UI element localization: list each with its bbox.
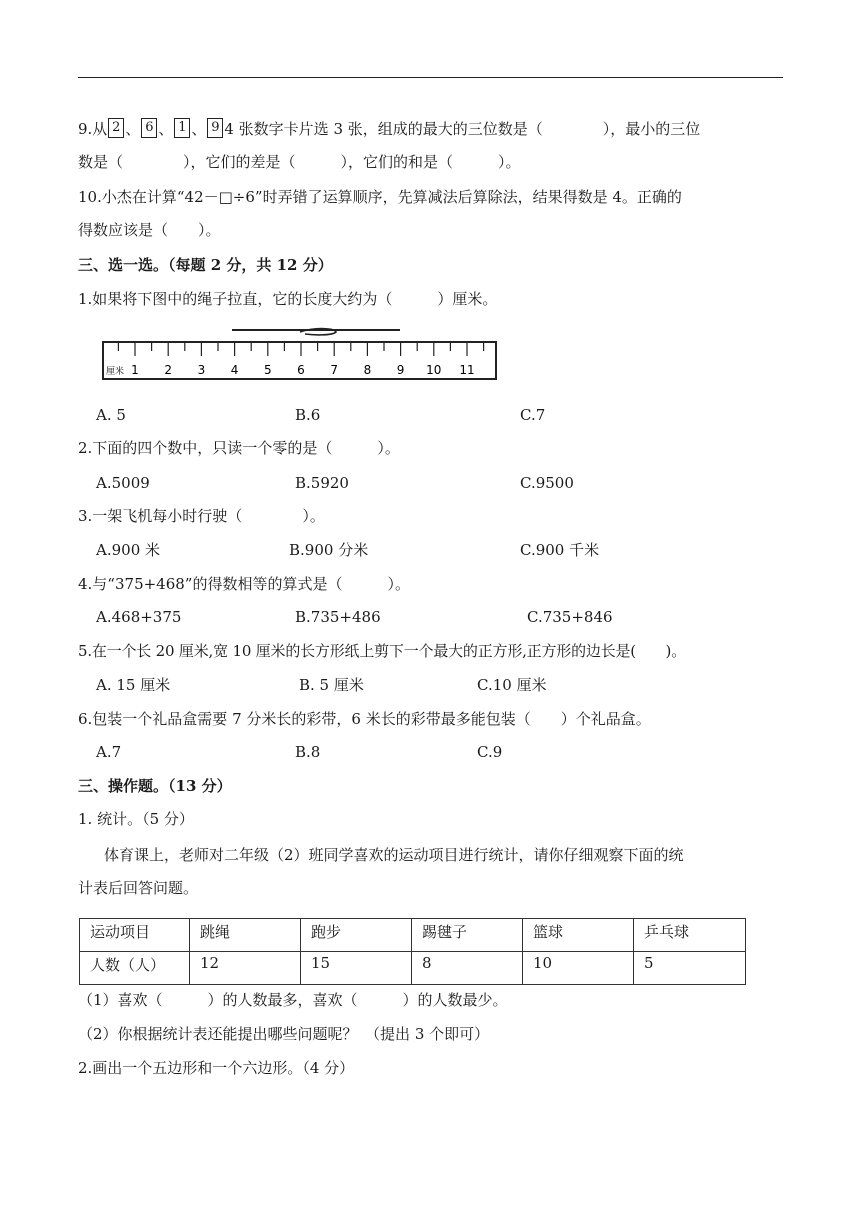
q9-line1: 9.从 2 、 6 、 1 、 9 4 张数字卡片选 3 张，组成的最大的三位数是（ ），最小的三位 [78,120,701,138]
table-cell: 10 [523,952,634,985]
q1-option-b[interactable]: B.6 [295,406,321,424]
table-cell: 篮球 [523,919,634,952]
table-cell: 8 [412,952,523,985]
ruler-number: 9 [396,363,405,377]
table-cell: 12 [190,952,301,985]
table-cell: 踢毽子 [412,919,523,952]
q3-option-b[interactable]: B.900 分米 [289,541,369,559]
operate-q2-title: 2.画出一个五边形和一个六边形。（4 分） [78,1059,355,1077]
table-cell: 跑步 [301,919,412,952]
q9-line2: 数是（ ），它们的差是（ ），它们的和是（ ）。 [78,153,521,171]
digit-card: 6 [141,118,157,138]
operate-q1-title: 1. 统计。（5 分） [78,810,194,828]
q4-option-a[interactable]: A.468+375 [96,608,182,626]
ruler-number: 2 [164,363,173,377]
q4-option-b[interactable]: B.735+486 [295,608,381,626]
q1-option-a[interactable]: A. 5 [96,406,126,424]
table-header-row [80,919,746,952]
q9-prefix: 9.从 [78,120,108,138]
table-row [80,952,746,985]
operate-heading: 三、操作题。（13 分） [78,777,232,795]
operate-q1-intro-line1: 体育课上，老师对二年级（2）班同学喜欢的运动项目进行统计，请你仔细观察下面的统 [104,846,684,864]
q2-option-a[interactable]: A.5009 [96,474,150,492]
ruler-number: 5 [263,363,272,377]
table-cell: 运动项目 [80,919,190,952]
ruler-number: 6 [297,363,305,377]
choice-q4-stem: 4.与“375+468”的得数相等的算式是（ ）。 [78,575,410,593]
ruler-number: 1 [131,363,139,377]
q3-option-c[interactable]: C.900 千米 [520,541,600,559]
ruler-number: 11 [459,363,475,377]
choice-heading: 三、选一选。（每题 2 分，共 12 分） [78,256,333,274]
digit-card: 2 [108,118,124,138]
q1-option-c[interactable]: C.7 [520,406,546,424]
choice-q2-stem: 2.下面的四个数中，只读一个零的是（ ）。 [78,439,400,457]
digit-card: 1 [174,118,190,138]
q2-option-b[interactable]: B.5920 [295,474,349,492]
ruler-with-rope-figure [100,322,500,382]
digit-card: 9 [207,118,223,138]
table-cell: 乒乓球 [634,919,746,952]
q4-option-c[interactable]: C.735+846 [527,608,613,626]
q6-option-b[interactable]: B.8 [295,743,321,761]
ruler-number: 10 [426,363,442,377]
choice-q3-stem: 3.一架飞机每小时行驶（ ）。 [78,507,325,525]
q6-option-c[interactable]: C.9 [477,743,503,761]
q2-option-c[interactable]: C.9500 [520,474,574,492]
table-cell: 人数（人） [80,952,190,985]
table-cell: 15 [301,952,412,985]
q9-line1-text: 4 张数字卡片选 3 张，组成的最大的三位数是（ ），最小的三位 [224,120,701,138]
q6-option-a[interactable]: A.7 [96,743,122,761]
q5-option-a[interactable]: A. 15 厘米 [96,676,171,694]
q10-line2: 得数应该是（ ）。 [78,221,221,239]
sports-stats-table [79,918,746,985]
q5-option-c[interactable]: C.10 厘米 [477,676,547,694]
choice-q6-stem: 6.包装一个礼品盒需要 7 分米长的彩带，6 米长的彩带最多能包装（ ）个礼品盒。 [78,710,651,728]
table-cell: 跳绳 [190,919,301,952]
header-rule [78,77,783,78]
table-cell: 5 [634,952,746,985]
operate-q1-intro-line2: 计表后回答问题。 [78,879,199,897]
q10-line1: 10.小杰在计算“42－□÷6”时弄错了运算顺序，先算减法后算除法，结果得数是 4。正确的 [78,188,682,206]
ruler-number: 7 [330,363,339,377]
ruler-unit-label: 厘米 [106,367,125,377]
operate-q1-sub1: （1）喜欢（ ）的人数最多，喜欢（ ）的人数最少。 [78,991,508,1009]
choice-q5-stem: 5.在一个长 20 厘米,宽 10 厘米的长方形纸上剪下一个最大的正方形,正方形的边长是( )。 [78,642,687,660]
operate-q1-sub2: （2）你根据统计表还能提出哪些问题呢？ （提出 3 个即可） [78,1025,490,1043]
q3-option-a[interactable]: A.900 米 [96,541,160,559]
q5-option-b[interactable]: B. 5 厘米 [299,676,364,694]
ruler-number: 8 [363,363,372,377]
ruler-number: 4 [230,363,239,377]
ruler-number: 3 [197,363,206,377]
choice-q1-stem: 1.如果将下图中的绳子拉直，它的长度大约为（ ）厘米。 [78,290,498,308]
